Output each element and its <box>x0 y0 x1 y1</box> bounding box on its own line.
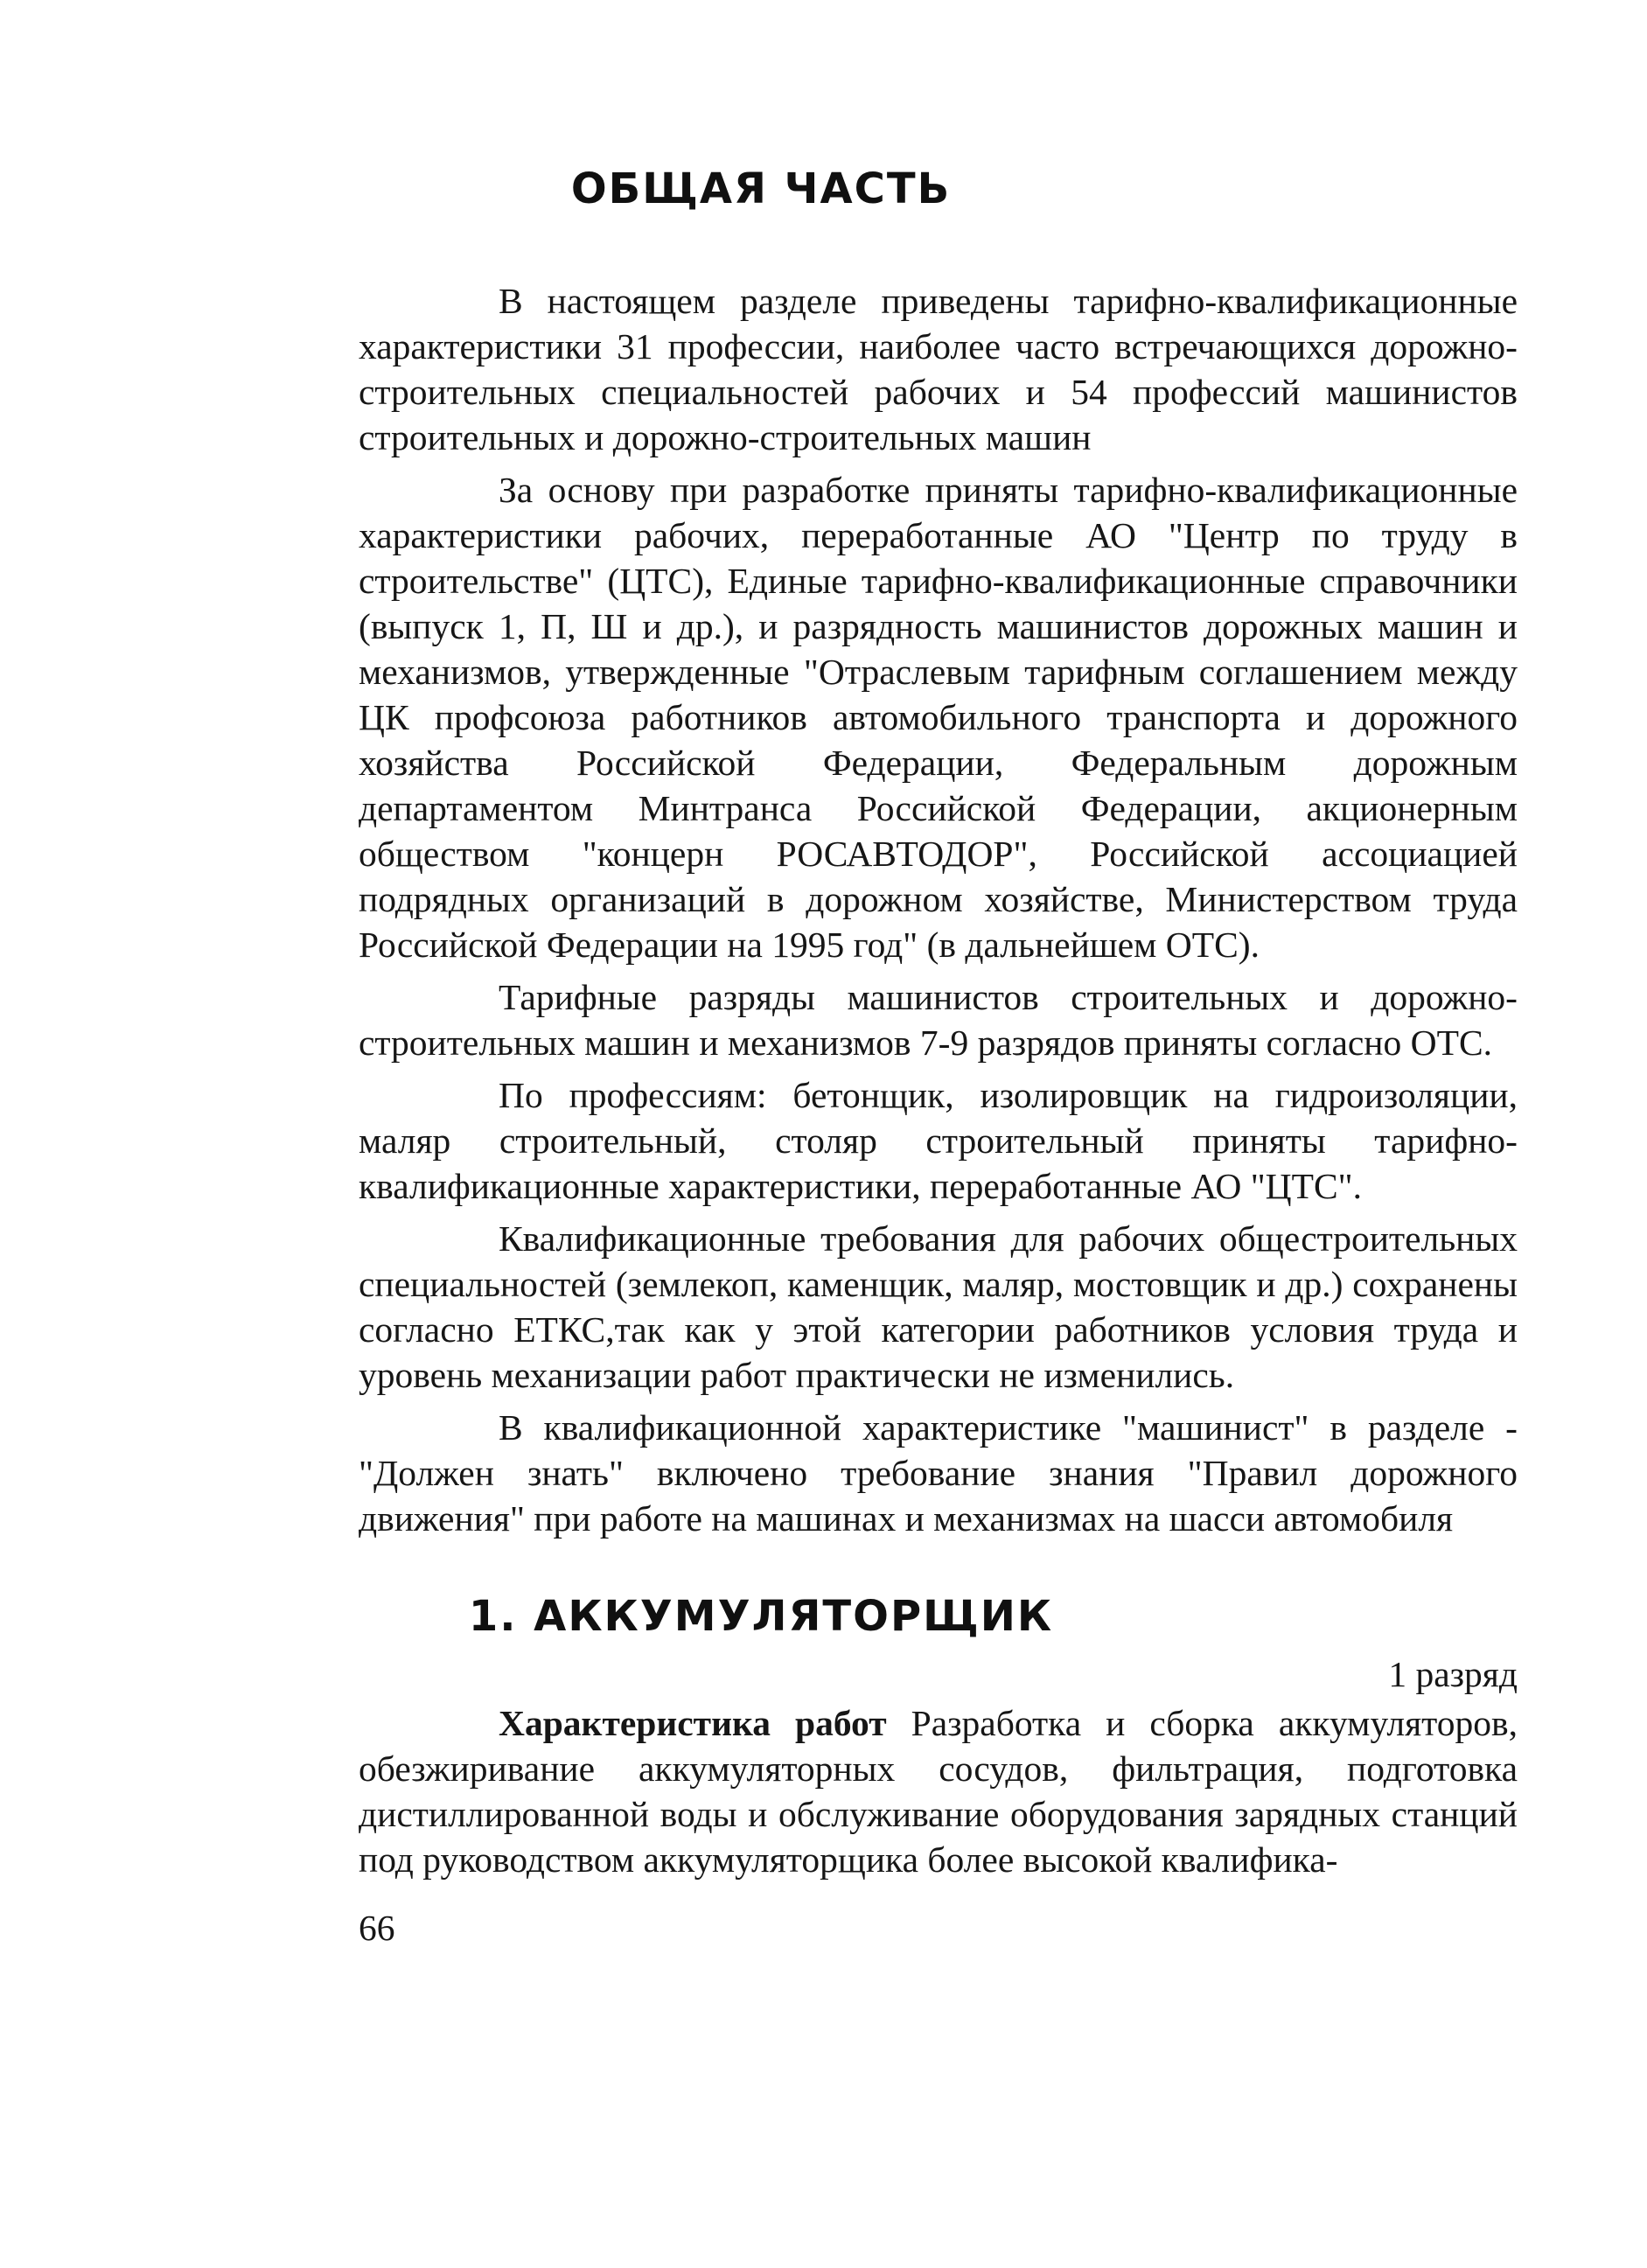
page-number: 66 <box>359 1908 395 1948</box>
intro-text-block <box>359 278 1518 1541</box>
work-description-text: Разработка и сборка аккумуляторов, обезжиривание аккумуляторных сосудов, фильтрация, подготовка дистиллированной воды и обслуживание оборудования зарядных станций под руководством аккумуляторщика более высокой квалифика- <box>359 1703 1518 1880</box>
paragraph: Квалификационные требования для рабочих общестроительных специальностей (землекоп, каменщик, маляр, мостовщик и др.) сохранены согласно ЕТКС,так как у этой категории работников условия труда и уровень механизации работ практически не изменились. <box>359 1218 1518 1395</box>
run-in-label: Характеристика работ <box>499 1703 887 1743</box>
paragraph: Тарифные разряды машинистов строительных и дорожно-строительных машин и механизмов 7-9 разрядов приняты согласно ОТС. <box>359 977 1518 1063</box>
work-description-paragraph <box>359 1700 1518 1882</box>
paragraph: В квалификационной характеристике "машинист" в разделе - "Должен знать" включено требование знания "Правил дорожного движения" при работе на машинах и механизмах на шасси автомобиля <box>359 1407 1518 1539</box>
paragraph: В настоящем разделе приведены тарифно-квалификационные характеристики 31 профессии, наиболее часто встречающихся дорожно-строительных специальностей рабочих и 54 профессий машинистов строительных и дорожно-строительных машин <box>359 281 1518 457</box>
grade-label: 1 разряд <box>1388 1654 1518 1694</box>
section-text-block <box>359 1700 1518 1882</box>
section-title: 1. АККУМУЛЯТОРЩИК <box>468 1592 1054 1641</box>
paragraph: По профессиям: бетонщик, изолировщик на гидроизоляции, маляр строительный, столяр строительный приняты тарифно-квалификационные характеристики, переработанные АО "ЦТС". <box>359 1075 1518 1206</box>
page-title: ОБЩАЯ ЧАСТЬ <box>570 164 952 213</box>
paragraph: За основу при разработке приняты тарифно-квалификационные характеристики рабочих, переработанные АО "Центр по труду в строительстве" (ЦТС), Единые тарифно-квалификационные справочники (выпуск 1, П, Ш и др.), и разрядность машинистов дорожных машин и механизмов, утвержденные "Отраслевым тарифным соглашением между ЦК профсоюза работников автомобильного транспорта и дорожного хозяйства Российской Федерации, Федеральным дорожным департаментом Минтранса Российской Федерации, акционерным обществом "концерн РОСАВТОДОР", Российской ассоциацией подрядных организаций в дорожном хозяйстве, Министерством труда Российской Федерации на 1995 год" (в дальнейшем ОТС). <box>359 470 1518 965</box>
